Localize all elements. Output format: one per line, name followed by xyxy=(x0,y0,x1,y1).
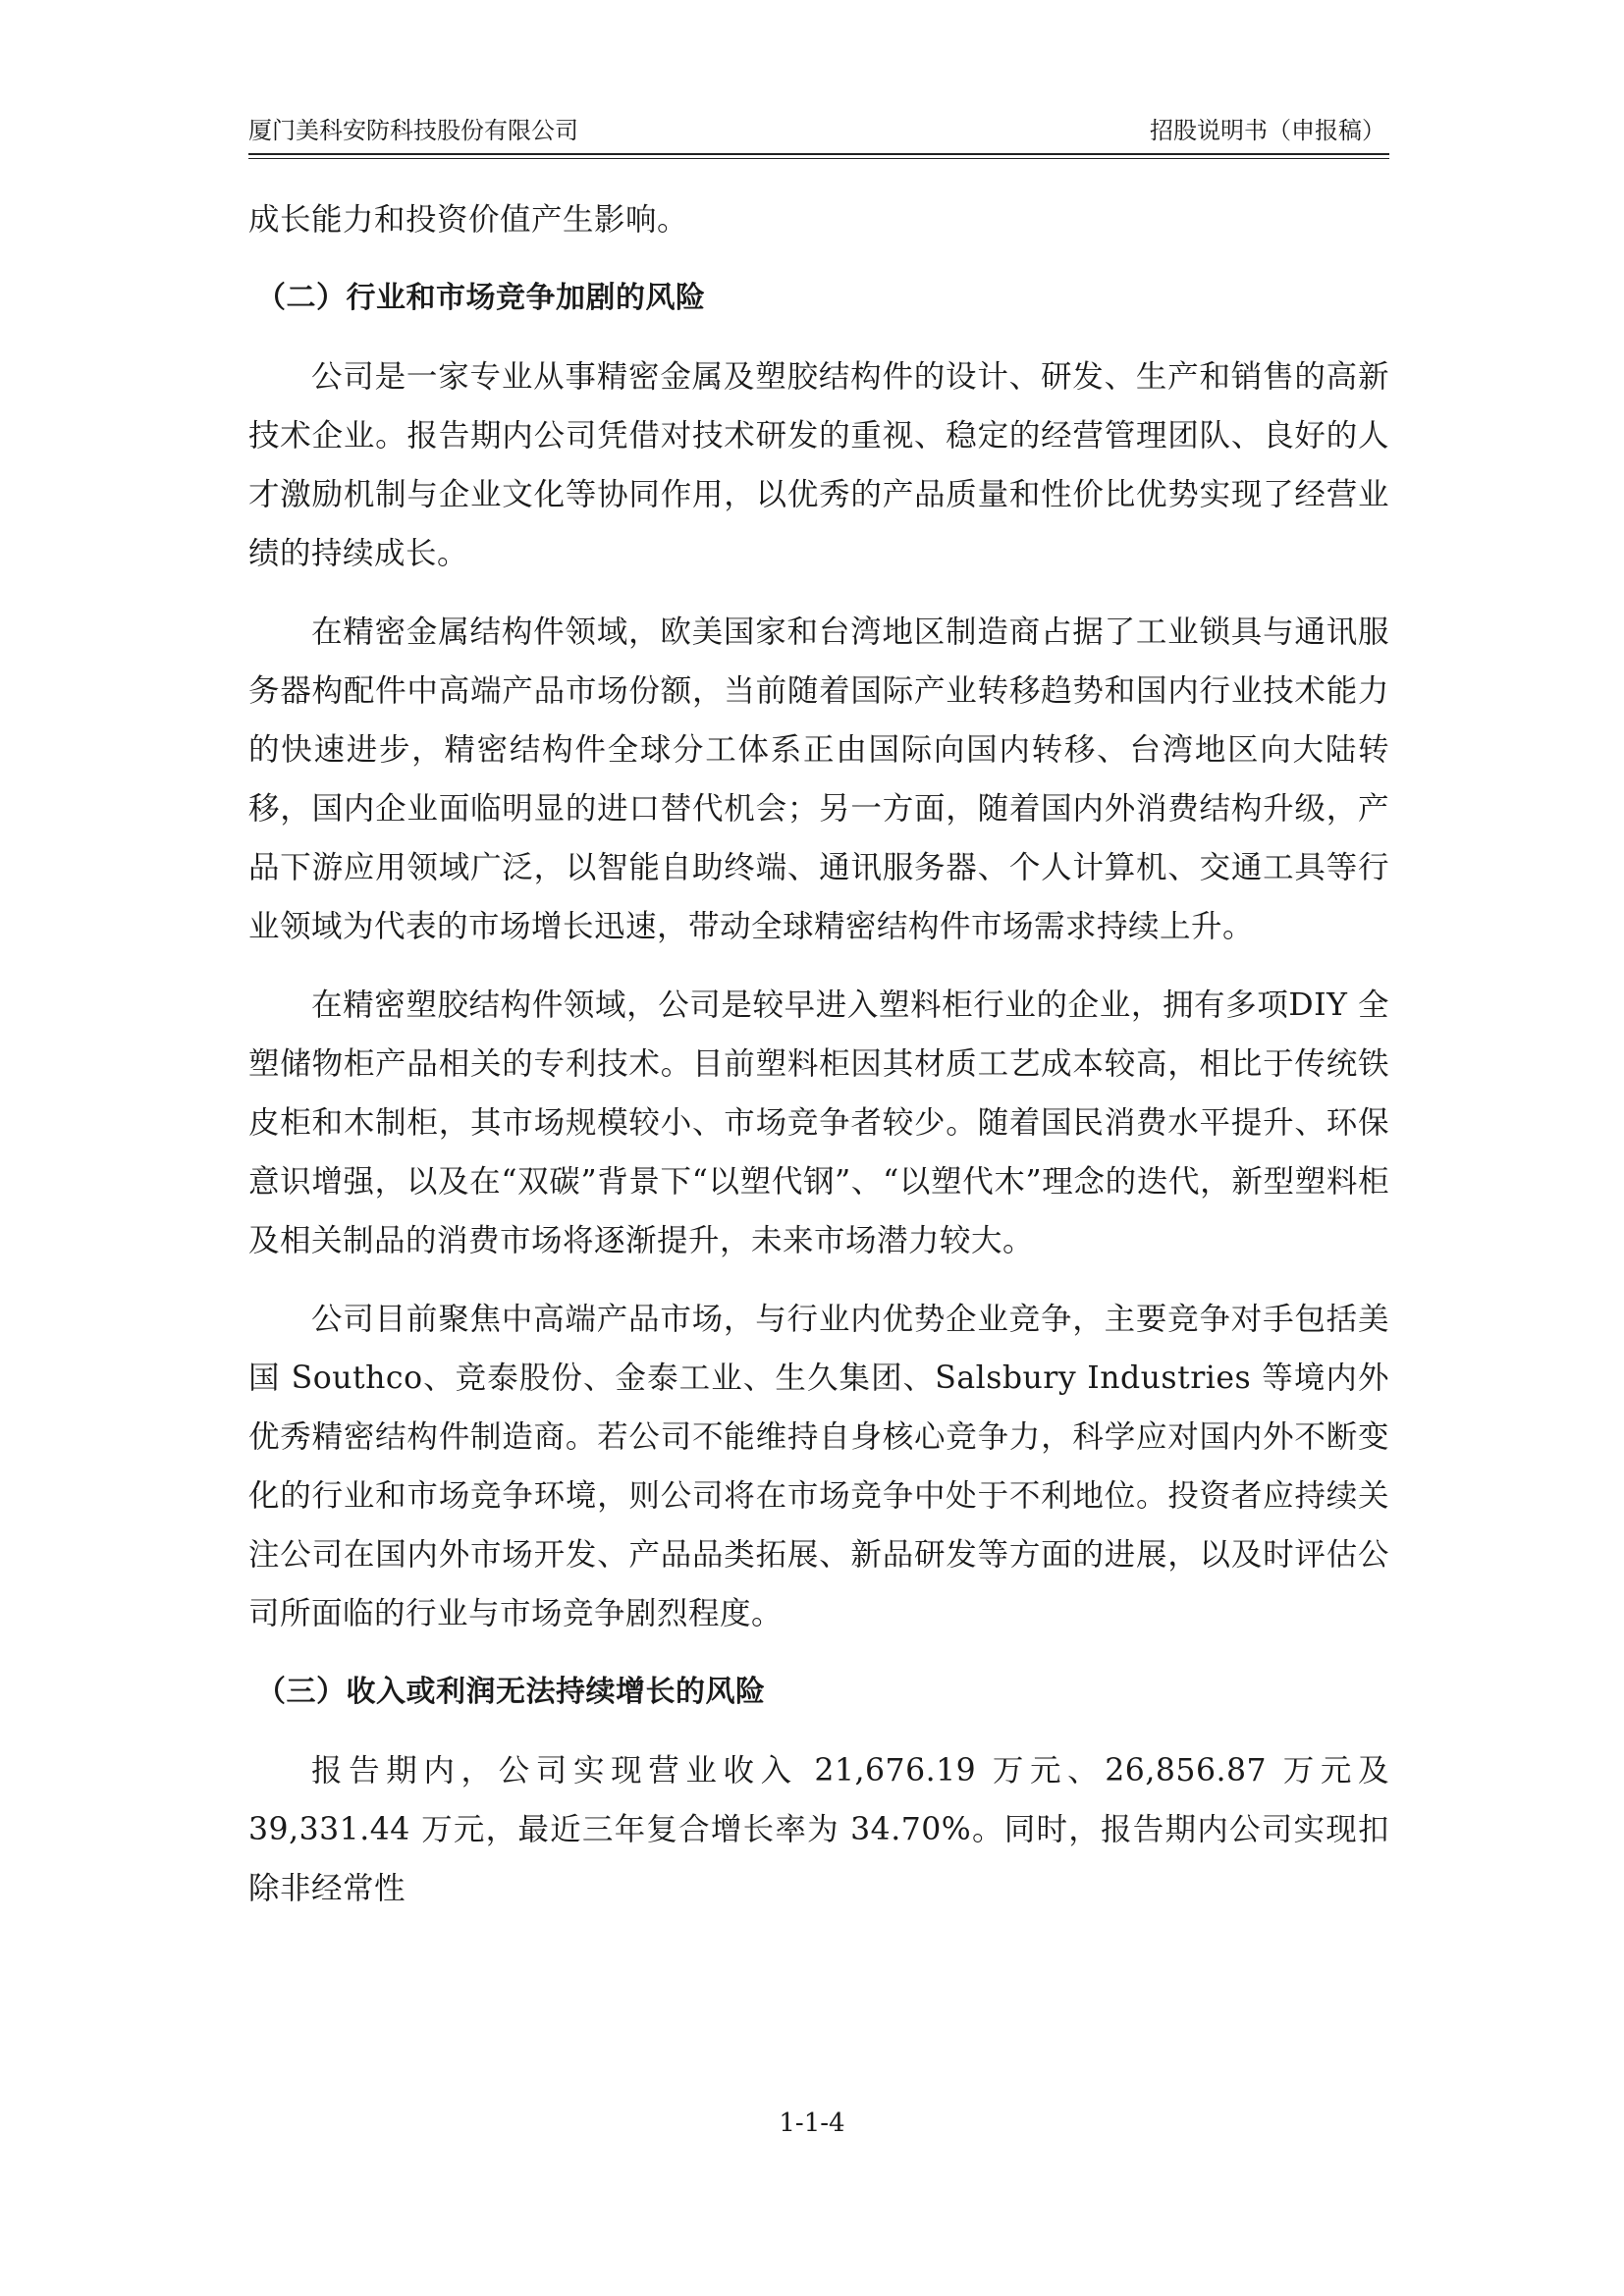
page-header xyxy=(248,110,1389,155)
paragraph-competitors: 公司目前聚焦中高端产品市场，与行业内优势企业竞争，主要竞争对手包括美国 Southco、竞泰股份、金泰工业、生久集团、Salsbury Industries 等境内外优秀精密结构件制造商。若公司不能维持自身核心竞争力，科学应对国内外不断变化的行业和市场竞争环境，则公司将在市场竞争中处于不利地位。投资者应持续关注公司在国内外市场开发、产品品类拓展、新品研发等方面的进展，以及时评估公司所面临的行业与市场竞争剧烈程度。 xyxy=(248,1302,1389,1631)
header-document-type: 招股说明书（申报稿） xyxy=(1150,117,1385,144)
paragraph-metal-structure: 在精密金属结构件领域，欧美国家和台湾地区制造商占据了工业锁具与通讯服务器构配件中高端产品市场份额，当前随着国际产业转移趋势和国内行业技术能力的快速进步，精密结构件全球分工体系正由国际向国内转移、台湾地区向大陆转移，国内企业面临明显的进口替代机会；另一方面，随着国内外消费结构升级，产品下游应用领域广泛，以智能自助终端、通讯服务器、个人计算机、交通工具等行业领域为代表的市场增长迅速，带动全球精密结构件市场需求持续上升。 xyxy=(248,614,1389,944)
paragraph-revenue: 报告期内，公司实现营业收入 21,676.19 万元、26,856.87 万元及 39,331.44 万元，最近三年复合增长率为 34.70%。同时，报告期内公司实现扣除非经常性 xyxy=(248,1753,1389,1906)
paragraph-plastic-structure: 在精密塑胶结构件领域，公司是较早进入塑料柜行业的企业，拥有多项DIY 全塑储物柜产品相关的专利技术。目前塑料柜因其材质工艺成本较高，相比于传统铁皮柜和木制柜，其市场规模较小、市场竞争者较少。随着国民消费水平提升、环保意识增强，以及在“双碳”背景下“以塑代钢”、“以塑代木”理念的迭代，新型塑料柜及相关制品的消费市场将逐渐提升，未来市场潜力较大。 xyxy=(248,988,1389,1258)
paragraph-company-overview: 公司是一家专业从事精密金属及塑胶结构件的设计、研发、生产和销售的高新技术企业。报告期内公司凭借对技术研发的重视、稳定的经营管理团队、良好的人才激励机制与企业文化等协同作用，以优秀的产品质量和性价比优势实现了经营业绩的持续成长。 xyxy=(248,359,1389,571)
header-company-name: 厦门美科安防科技股份有限公司 xyxy=(248,117,578,144)
document-body xyxy=(248,190,1389,1918)
page-number: 1-1-4 xyxy=(779,2109,845,2138)
section-heading-revenue-risk: （三）收入或利润无法持续增长的风险 xyxy=(256,1675,766,1709)
section-heading-industry-risk: （二）行业和市场竞争加剧的风险 xyxy=(256,281,706,315)
paragraph-continuation: 成长能力和投资价值产生影响。 xyxy=(248,202,689,238)
